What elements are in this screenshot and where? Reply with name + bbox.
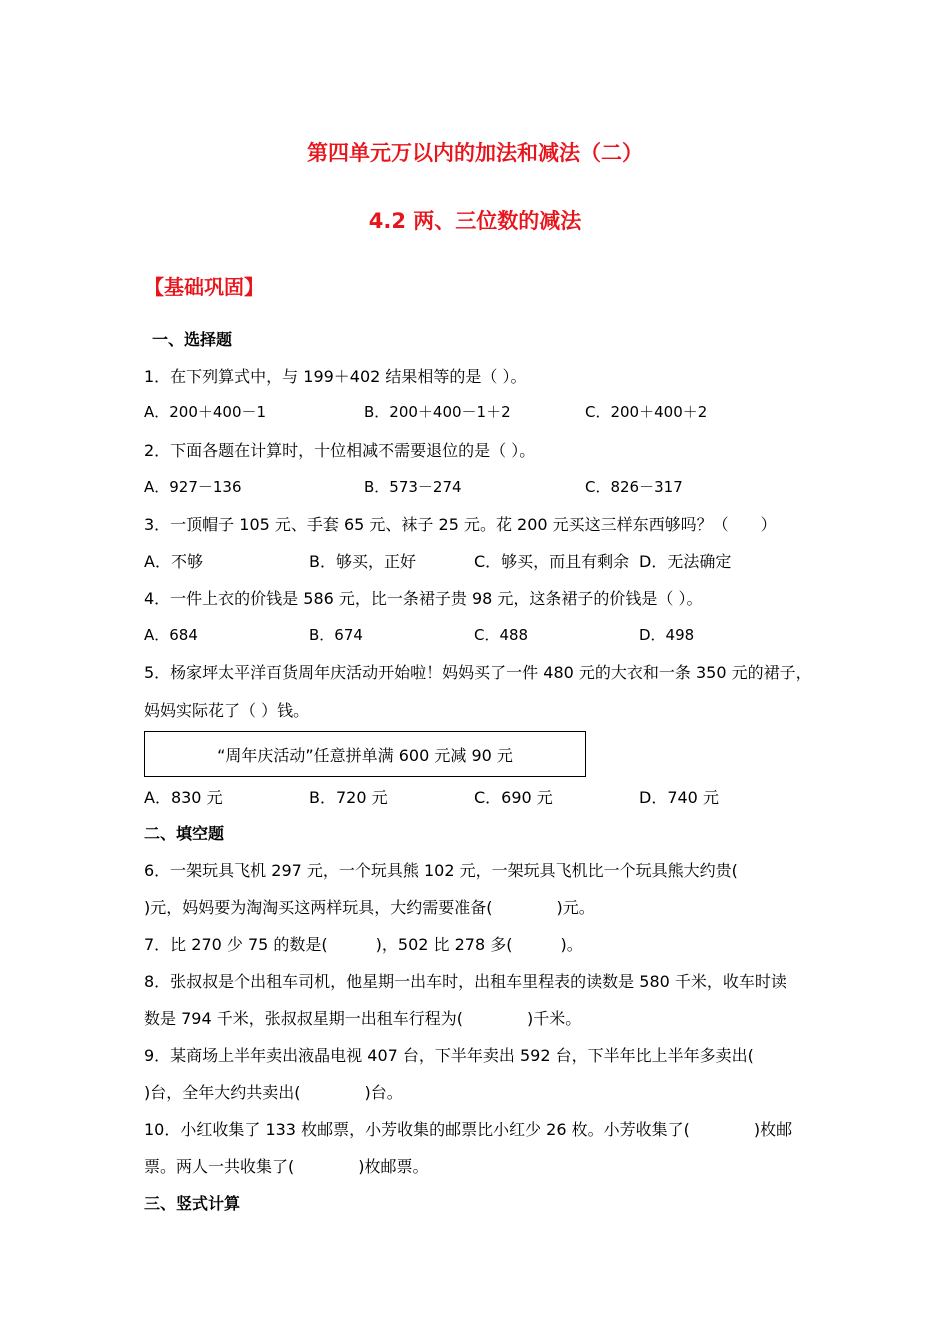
question-3-option-b: B．够买，正好 xyxy=(309,552,416,571)
question-3-option-a: A．不够 xyxy=(144,552,203,571)
question-4-option-a: A．684 xyxy=(144,626,198,644)
question-9-line-2: )台，全年大约共卖出( )台。 xyxy=(144,1083,403,1102)
section-tag: 【基础巩固】 xyxy=(144,275,264,299)
question-3: 3．一顶帽子 105 元、手套 65 元、袜子 25 元。花 200 元买这三样东西够吗？（ ） xyxy=(144,515,777,534)
promo-box xyxy=(144,731,586,777)
question-3-option-c: C．够买，而且有剩余 xyxy=(474,552,630,571)
section-choice-heading: 一、选择题 xyxy=(152,330,233,349)
question-6-line-2: )元，妈妈要为淘淘买这两样玩具，大约需要准备( )元。 xyxy=(144,898,595,917)
question-1-option-c: C．200＋400＋2 xyxy=(585,403,708,421)
question-3-option-d: D．无法确定 xyxy=(639,552,732,571)
question-5-option-d: D．740 元 xyxy=(639,788,719,807)
page-title: 第四单元万以内的加法和减法（二） xyxy=(307,141,643,165)
section-fill-heading: 二、填空题 xyxy=(144,824,225,843)
promo-text: “周年庆活动”任意拼单满 600 元减 90 元 xyxy=(217,745,513,765)
question-2-option-a: A．927－136 xyxy=(144,478,242,496)
question-5-line-2: 妈妈实际花了（ ）钱。 xyxy=(144,701,310,720)
question-4-option-d: D．498 xyxy=(639,626,695,644)
question-7: 7．比 270 少 75 的数是( )，502 比 278 多( )。 xyxy=(144,935,583,954)
question-2-option-c: C．826－317 xyxy=(585,478,683,496)
question-1: 1．在下列算式中，与 199＋402 结果相等的是（ ）。 xyxy=(144,367,527,386)
question-4-option-c: C．488 xyxy=(474,626,529,644)
question-9-line-1: 9．某商场上半年卖出液晶电视 407 台，下半年卖出 592 台，下半年比上半年多卖出( xyxy=(144,1046,754,1065)
question-10-line-1: 10．小红收集了 133 枚邮票，小芳收集的邮票比小红少 26 枚。小芳收集了( )枚邮 xyxy=(144,1120,793,1139)
question-8-line-1: 8．张叔叔是个出租车司机，他星期一出车时，出租车里程表的读数是 580 千米，收车时读 xyxy=(144,972,787,991)
page-subtitle: 4.2 两、三位数的减法 xyxy=(368,209,582,233)
question-6-line-1: 6．一架玩具飞机 297 元，一个玩具熊 102 元，一架玩具飞机比一个玩具熊大约贵( xyxy=(144,861,738,880)
question-8-line-2: 数是 794 千米，张叔叔星期一出租车行程为( )千米。 xyxy=(144,1009,582,1028)
question-10-line-2: 票。两人一共收集了( )枚邮票。 xyxy=(144,1157,429,1176)
question-5-line-1: 5．杨家坪太平洋百货周年庆活动开始啦！妈妈买了一件 480 元的大衣和一条 350 元的裙子， xyxy=(144,663,812,682)
question-4-option-b: B．674 xyxy=(309,626,363,644)
question-5-option-b: B．720 元 xyxy=(309,788,388,807)
question-5-option-c: C．690 元 xyxy=(474,788,553,807)
question-4: 4．一件上衣的价钱是 586 元，比一条裙子贵 98 元，这条裙子的价钱是（ ）。 xyxy=(144,589,703,608)
question-5-option-a: A．830 元 xyxy=(144,788,223,807)
section-calc-heading: 三、竖式计算 xyxy=(144,1194,241,1213)
question-1-option-b: B．200＋400－1＋2 xyxy=(364,403,511,421)
question-2-option-b: B．573－274 xyxy=(364,478,462,496)
question-1-option-a: A．200＋400－1 xyxy=(144,403,267,421)
question-2: 2．下面各题在计算时，十位相减不需要退位的是（ ）。 xyxy=(144,441,536,460)
